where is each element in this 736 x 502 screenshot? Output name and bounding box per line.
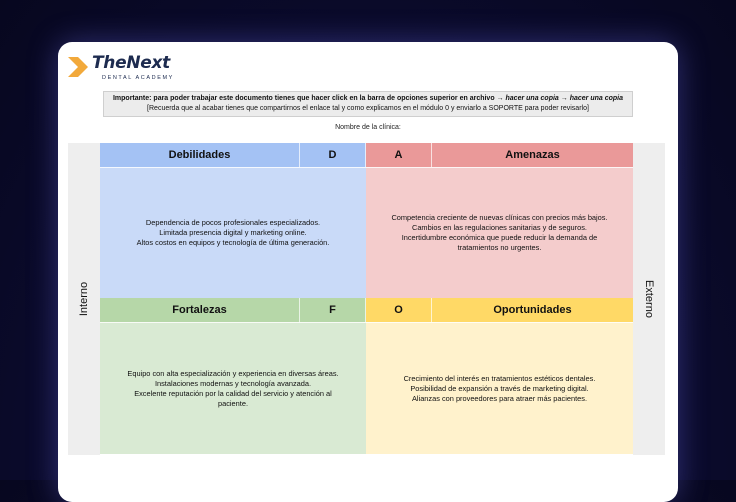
chevron-logo-icon: [68, 57, 90, 77]
notice-rest: [Recuerda que al acabar tienes que compartirnos el enlace tal y como explicamos en el módulo 0 y enviarlo a SOPORTE para poder revisarlo]: [147, 105, 589, 112]
fortalezas-line-1: Equipo con alta especialización y experiencia en diversas áreas.: [127, 368, 339, 378]
instructions-notice: [103, 91, 633, 117]
oportunidades-title: Oportunidades: [432, 298, 633, 322]
notice-arrow-1: →: [496, 95, 504, 102]
internal-side-band: [68, 143, 100, 455]
fortalezas-line-4: paciente.: [218, 398, 248, 408]
debilidades-title: Debilidades: [100, 143, 300, 167]
oportunidades-line-1: Crecimiento del interés en tratamientos estéticos dentales.: [403, 373, 596, 383]
fortalezas-title: Fortalezas: [100, 298, 300, 322]
fortalezas-body: [100, 322, 366, 454]
internal-label: Interno: [78, 281, 90, 317]
notice-copia-1: hacer una copia: [505, 95, 559, 102]
debilidades-line-2: Limitada presencia digital y marketing online.: [159, 228, 307, 237]
oportunidades-body: [366, 322, 633, 454]
fortalezas-line-3: Excelente reputación por la calidad del servicio y atención al: [134, 388, 332, 398]
fortalezas-line-2: Instalaciones modernas y tecnología avanzada.: [154, 378, 312, 388]
external-side-band: [633, 143, 665, 455]
debilidades-line-3: Altos costos en equipos y tecnología de última generación.: [136, 238, 330, 247]
debilidades-body: [100, 167, 366, 298]
brand-logo: [68, 54, 208, 80]
debilidades-letter: D: [300, 143, 366, 167]
amenazas-line-1: Competencia creciente de nuevas clínicas con precios más bajos.: [391, 213, 608, 222]
amenazas-line-4: tratamientos no urgentes.: [457, 243, 542, 252]
clinic-name-label: Nombre de la clínica:: [335, 124, 401, 131]
notice-arrow-2: →: [560, 95, 568, 102]
amenazas-body: [366, 167, 633, 298]
notice-lead: Importante: para poder trabajar este documento tienes que hacer click en la barra de opciones superior en: [112, 95, 468, 102]
amenazas-line-3: Incertidumbre económica que puede reducir la demanda de: [401, 233, 598, 242]
amenazas-letter: A: [366, 143, 432, 167]
fortalezas-letter: F: [300, 298, 366, 322]
external-label: Externo: [643, 280, 655, 318]
debilidades-line-1: Dependencia de pocos profesionales especializados.: [145, 218, 321, 227]
brand-name: TheNext: [92, 53, 170, 73]
oportunidades-line-3: Alianzas con proveedores para atraer más pacientes.: [411, 393, 587, 403]
brand-tagline: DENTAL ACADEMY: [102, 75, 174, 81]
oportunidades-line-2: Posibilidad de expansión a través de marketing digital.: [410, 383, 589, 393]
notice-copia-2: hacer una copia: [569, 95, 624, 102]
oportunidades-letter: O: [366, 298, 432, 322]
amenazas-line-2: Cambios en las regulaciones sanitarias y de seguros.: [411, 223, 587, 232]
amenazas-title: Amenazas: [432, 143, 633, 167]
document-page: [58, 42, 678, 502]
notice-archivo: archivo: [469, 95, 495, 102]
